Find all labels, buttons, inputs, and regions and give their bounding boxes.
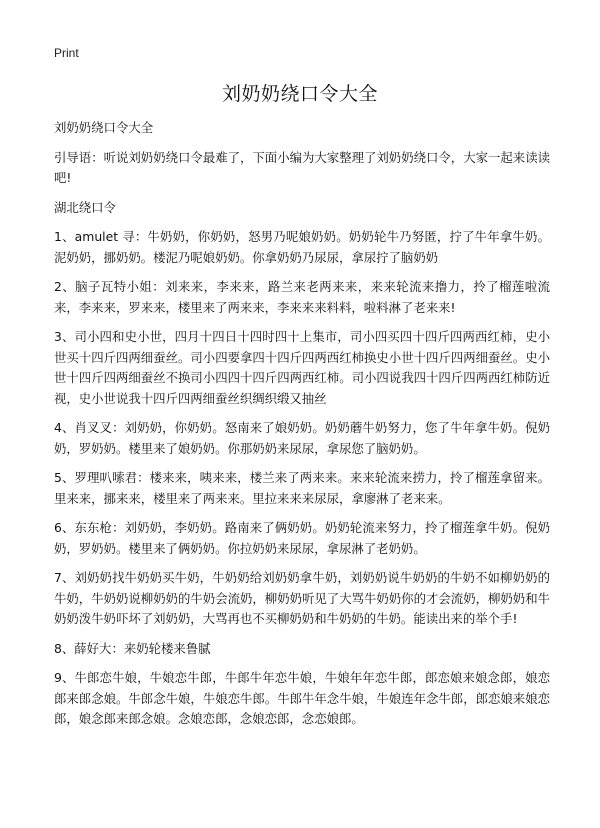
tongue-twister-9: 9、牛郎恋牛娘，牛娘恋牛郎，牛郎牛年恋牛娘，牛娘年年恋牛郎，郎恋娘来娘念郎，娘恋郎来郎念娘。牛郎念牛娘，牛娘恋牛郎。牛郎牛年念牛娘，牛娘连年念牛郎，郎恋娘来娘恋郎，娘念郎来郎念娘。念娘恋郎，念娘恋郎，念恋娘郎。 [54,670,550,726]
intro-paragraph: 引导语：听说刘奶奶绕口令最难了，下面小编为大家整理了刘奶奶绕口令，大家一起来读读吧! [54,149,550,185]
tongue-twister-8: 8、薛好大：来奶轮楼来鲁腻 [54,640,211,656]
print-label[interactable]: Print [54,46,79,60]
tongue-twister-7: 7、刘奶奶找牛奶奶买牛奶，牛奶奶给刘奶奶拿牛奶，刘奶奶说牛奶奶的牛奶不如柳奶奶的牛奶，牛奶奶说柳奶奶的牛奶会流奶，柳奶奶听见了大骂牛奶奶你的才会流奶，柳奶奶和牛奶奶泼牛奶吓坏了刘奶奶，大骂再也不买柳奶奶和牛奶奶的牛奶。能读出来的举个手! [54,570,550,626]
section-heading: 湖北绕口令 [54,199,116,215]
article-body [54,118,550,739]
page-title: 刘奶奶绕口令大全 [221,83,378,105]
article-subtitle: 刘奶奶绕口令大全 [54,120,154,135]
tongue-twister-5: 5、罗理叭嗦君：楼来来，咦来来，楼兰来了两来来。来来轮流来捞力，拎了榴莲拿留来。里来来，挪来来，楼里来了两来来。里拉来来来尿尿，拿廖淋了老来来。 [54,470,550,506]
tongue-twister-1: 1、amulet 寻：牛奶奶，你奶奶，怒男乃呢娘奶奶。奶奶轮牛乃努匿，拧了牛年拿牛奶。泥奶奶，挪奶奶。楼泥乃呢娘奶奶。你拿奶奶乃尿尿，拿尿拧了脑奶奶 [54,229,550,265]
tongue-twister-4: 4、肖叉叉：刘奶奶，你奶奶。怒南来了娘奶奶。奶奶蘑牛奶努力，您了牛年拿牛奶。倪奶奶，罗奶奶。楼里来了娘奶奶。你那奶奶来尿尿，拿尿您了脑奶奶。 [54,420,550,456]
tongue-twister-6: 6、东东枪：刘奶奶，李奶奶。路南来了俩奶奶。奶奶轮流来努力，拎了榴莲拿牛奶。倪奶奶，罗奶奶。楼里来了俩奶奶。你拉奶奶来尿尿，拿尿淋了老奶奶。 [54,520,550,556]
tongue-twister-2: 2、脑子瓦特小姐：刘来来，李来来，路兰来老两来来，来来轮流来撸力，拎了榴莲啦流来，李来来，罗来来，楼里来了两来来，李来来来料料，啦料淋了老来来! [54,279,550,315]
tongue-twister-3: 3、司小四和史小世，四月十四日十四时四十上集市，司小四买四十四斤四两西红柿，史小世买十四斤四两细蚕丝。司小四要拿四十四斤四两西红柿换史小世十四斤四两细蚕丝。史小世十四斤四两细蚕丝不换司小四四十四斤四两西红柿。司小四说我四十四斤四两西红柿防近视，史小世说我十四斤四两细蚕丝织绸织缎又抽丝 [54,329,550,406]
